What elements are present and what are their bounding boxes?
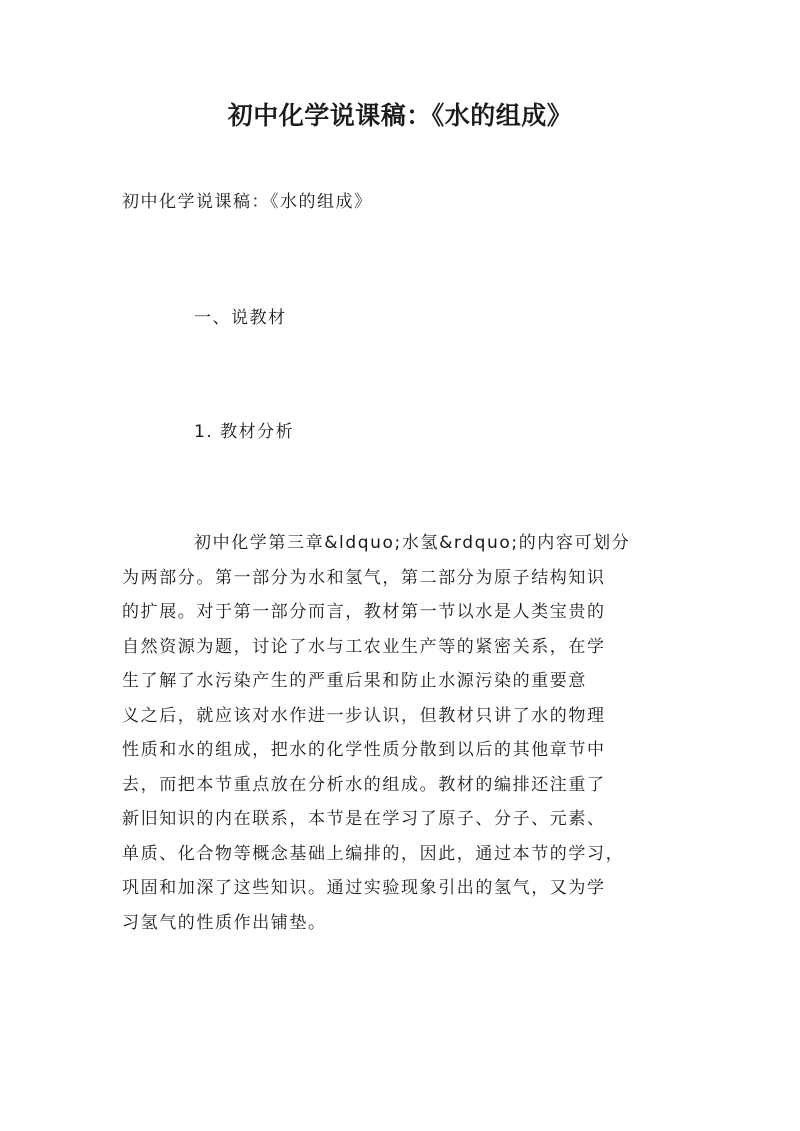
body-paragraph — [122, 526, 682, 940]
sub-heading: 1. 教材分析 — [194, 422, 295, 442]
paragraph-line: 初中化学第三章&ldquo;水氢&rdquo;的内容可划分 — [194, 533, 631, 553]
paragraph-line: 去，而把本节重点放在分析水的组成。教材的编排还注重了 — [122, 774, 606, 795]
document-subtitle: 初中化学说课稿：《水的组成》 — [122, 192, 373, 212]
paragraph-line: 习氢气的性质作出铺垫。 — [122, 912, 327, 933]
paragraph-line: 性质和水的组成，把水的化学性质分散到以后的其他章节中 — [122, 740, 606, 760]
section-heading: 一、说教材 — [194, 308, 287, 328]
paragraph-line: 的扩展。对于第一部分而言，教材第一节以水是人类宝贵的 — [122, 602, 606, 622]
paragraph-line: 生了解了水污染产生的严重后果和防止水源污染的重要意 — [122, 671, 587, 691]
paragraph-line: 单质、化合物等概念基础上编排的，因此，通过本节的学习， — [122, 843, 625, 864]
paragraph-line: 新旧知识的内在联系，本节是在学习了原子、分子、元素、 — [122, 809, 606, 829]
paragraph-line: 巩固和加深了这些知识。通过实验现象引出的氢气，又为学 — [122, 878, 606, 898]
document-title: 初中化学说课稿：《水的组成》 — [227, 101, 573, 130]
paragraph-line: 义之后，就应该对水作进一步认识，但教材只讲了水的物理 — [122, 705, 606, 726]
paragraph-line: 为两部分。第一部分为水和氢气，第二部分为原子结构知识 — [122, 567, 606, 588]
paragraph-line: 自然资源为题，讨论了水与工农业生产等的紧密关系，在学 — [122, 636, 606, 657]
